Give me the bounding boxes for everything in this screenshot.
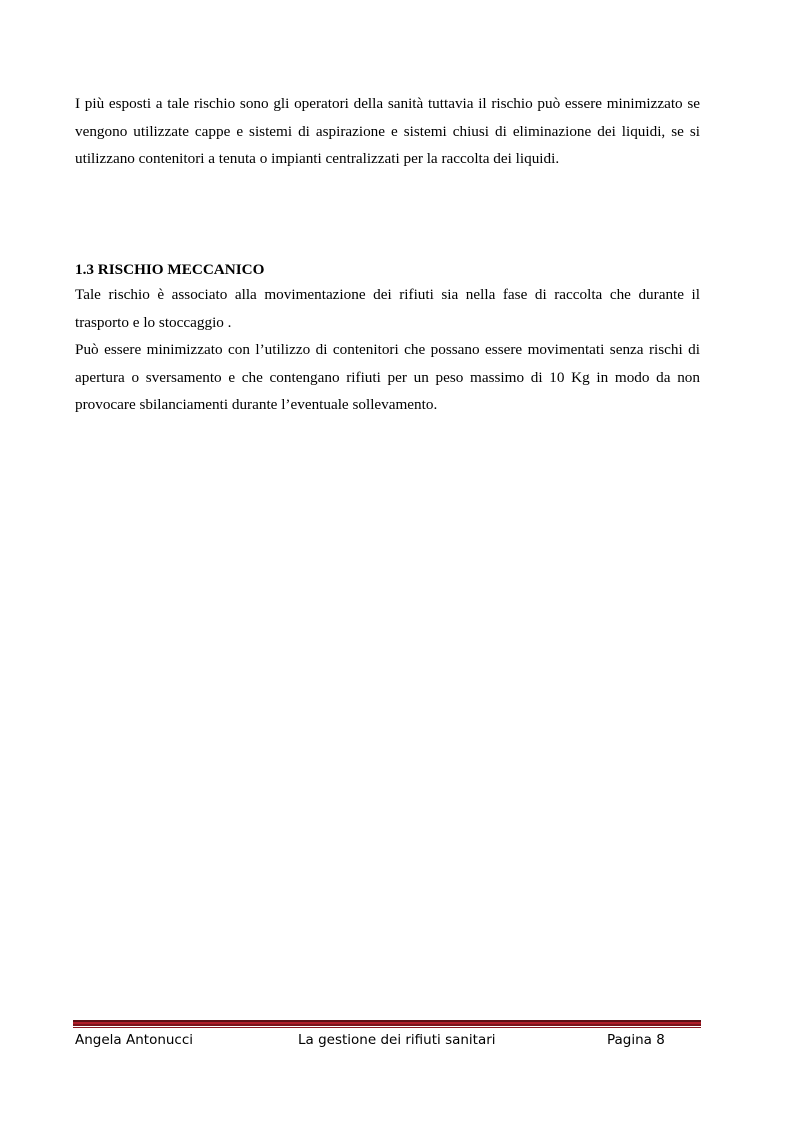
footer-document-title: La gestione dei rifiuti sanitari — [298, 1032, 496, 1048]
footer-divider-thin — [73, 1027, 701, 1028]
footer-divider — [73, 1020, 701, 1026]
footer-author: Angela Antonucci — [75, 1032, 194, 1048]
section-heading: 1.3 RISCHIO MECCANICO — [75, 261, 265, 278]
body-paragraph: I più esposti a tale rischio sono gli operatori della sanità tuttavia il rischio può essere minimizzato se vengono utilizzate cappe e sistemi di aspirazione e sistemi chiusi di eliminazione dei liquidi, se si utilizzano contenitori a tenuta o impianti centralizzati per la raccolta dei liquidi. — [75, 95, 700, 167]
footer-page-number: Pagina 8 — [607, 1032, 665, 1048]
body-paragraph: Tale rischio è associato alla movimentazione dei rifiuti sia nella fase di raccolta che durante il trasporto e lo stoccaggio . — [75, 286, 700, 331]
body-paragraph: Può essere minimizzato con l’utilizzo di contenitori che possano essere movimentati senza rischi di apertura o sversamento e che contengano rifiuti per un peso massimo di 10 Kg in modo da non provocare sbilanciamenti durante l’eventuale sollevamento. — [75, 341, 700, 413]
